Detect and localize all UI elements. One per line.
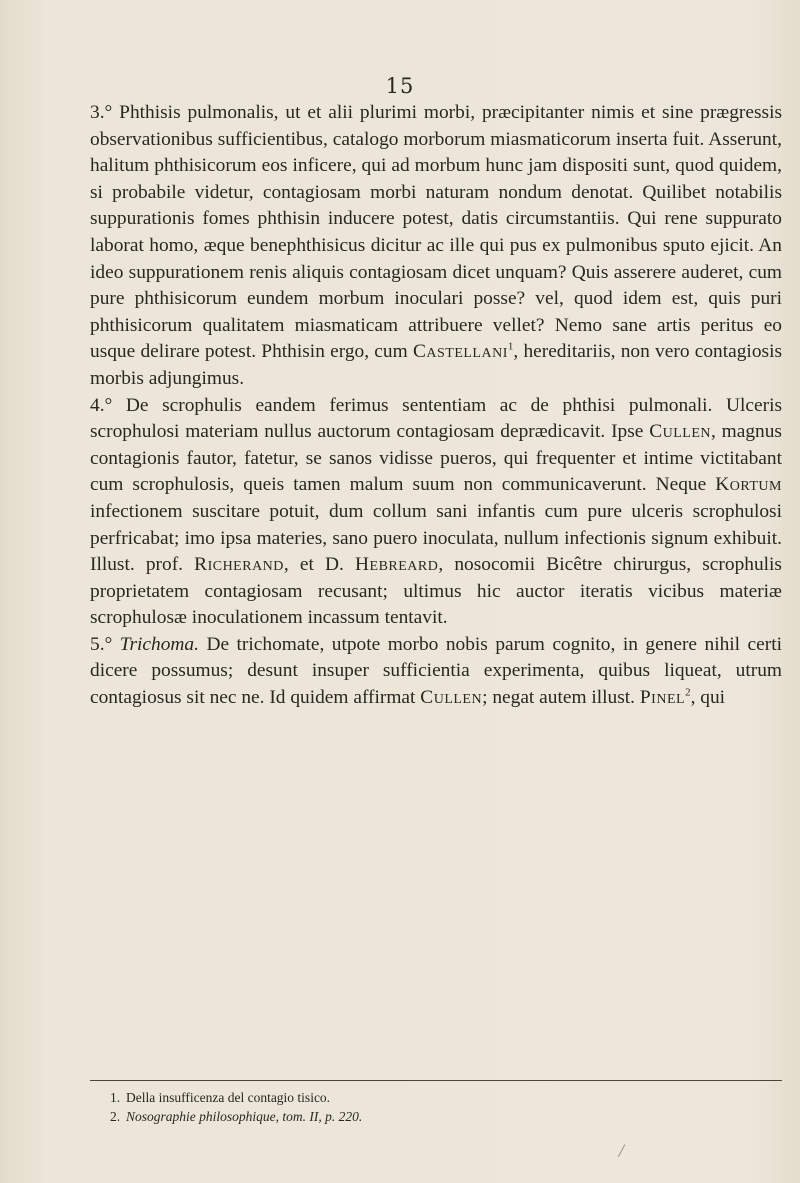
stray-pencil-mark bbox=[618, 1144, 626, 1157]
footnote bbox=[110, 1088, 770, 1107]
author-name: Pinel bbox=[639, 687, 686, 709]
italic-text: Nosographie philosophique, tom. II, p. 220. bbox=[126, 1109, 363, 1124]
paragraph-text: , magnus contagionis fautor, fatetur, se sanos vidisse pueros, qui frequenter et intime victitabant cum scrophulosis, queis tamen malum suum non communicaverunt. Neque bbox=[90, 421, 782, 496]
author-name: Kortum bbox=[715, 474, 782, 496]
paragraph-text: 4.° De scrophulis eandem ferimus sententiam ac de phthisi pulmonali. Ulceris scrophulosi materiam nullus auctorum contagiosam deprædicavit. Ipse bbox=[90, 394, 782, 443]
footnote-reference: 1 bbox=[507, 340, 514, 353]
paragraph bbox=[90, 393, 782, 632]
footnote-text: Della insufficenza del contagio tisico. bbox=[126, 1090, 331, 1105]
paragraph-text: infectionem suscitare potuit, dum collum sani infantis cum pure ulceris scrophulosi perfricabat; imo ipsa materies, sano puero inoculata, nullum infectionis signum exhibuit. Illust. prof. bbox=[90, 500, 782, 576]
paragraph bbox=[90, 100, 782, 393]
body-text bbox=[90, 100, 782, 712]
footnote-reference: 2 bbox=[685, 686, 691, 699]
paragraph bbox=[90, 632, 782, 712]
paragraph-text: 3.° Phthisis pulmonalis, ut et alii plurimi morbi, præcipitanter nimis et sine prægressis observationibus sufficientibus, catalogo morborum miasmaticorum inserta fuit. Asserunt, halitum phthisicorum eos inficere, qui ad morbum hunc jam dispositi sunt, quod quidem, si probabile videtur, contagiosam morbi naturam nondum denotat. Quilibet notabilis suppurationis fomes phthisin inducere potest, datis circumstantiis. Qui rene suppurato laborat homo, æque benephthisicus dicitur ac ille qui pus ex pulmonibus sputo ejicit. An ideo suppurationem renis aliquis contagiosam dicet unquam? Quis asserere auderet, cum pure phthisicorum eundem morbum inoculari posse? vel, quod idem est, quis puri phthisicorum qualitatem miasmaticam attribuere vellet? Nemo sane artis peritus eo usque delirare potest. Phthisin ergo, cum bbox=[90, 102, 782, 363]
author-name: Castellani bbox=[412, 341, 508, 363]
footnotes bbox=[110, 1088, 770, 1126]
paragraph-text: , qui bbox=[690, 687, 726, 709]
paragraph-text: , hereditariis, non vero contagiosis morbis adjungimus. bbox=[90, 341, 782, 389]
paragraph-text: , nosocomii Bicêtre chirurgus, scrophulis proprietatem contagiosam recusant; ultimus hic auctor iteratis vicibus materiæ scrophulosæ inoculationem incassum tentavit. bbox=[90, 554, 782, 629]
footnote-number: 1. bbox=[110, 1090, 121, 1105]
paragraph-text: 5.° bbox=[90, 633, 120, 655]
footnote-number: 2. bbox=[110, 1109, 121, 1124]
footnote-divider bbox=[90, 1080, 782, 1081]
author-name: Hebreard bbox=[355, 554, 439, 576]
author-name: Cullen bbox=[420, 687, 483, 709]
page-number: 15 bbox=[385, 74, 415, 98]
footnote bbox=[110, 1107, 770, 1126]
paragraph-text: De trichomate, utpote morbo nobis parum cognito, in genere nihil certi dicere possumus; desunt insuper sufficientia experimenta, quibus liqueat, utrum contagiosus sit nec ne. Id quidem affirmat bbox=[90, 633, 782, 709]
paragraph-text: , et D. bbox=[283, 554, 356, 576]
italic-text: Trichoma. bbox=[119, 633, 199, 655]
paragraph-text: ; negat autem illust. bbox=[482, 687, 640, 709]
author-name: Richerand bbox=[194, 554, 284, 576]
author-name: Cullen bbox=[649, 421, 711, 443]
